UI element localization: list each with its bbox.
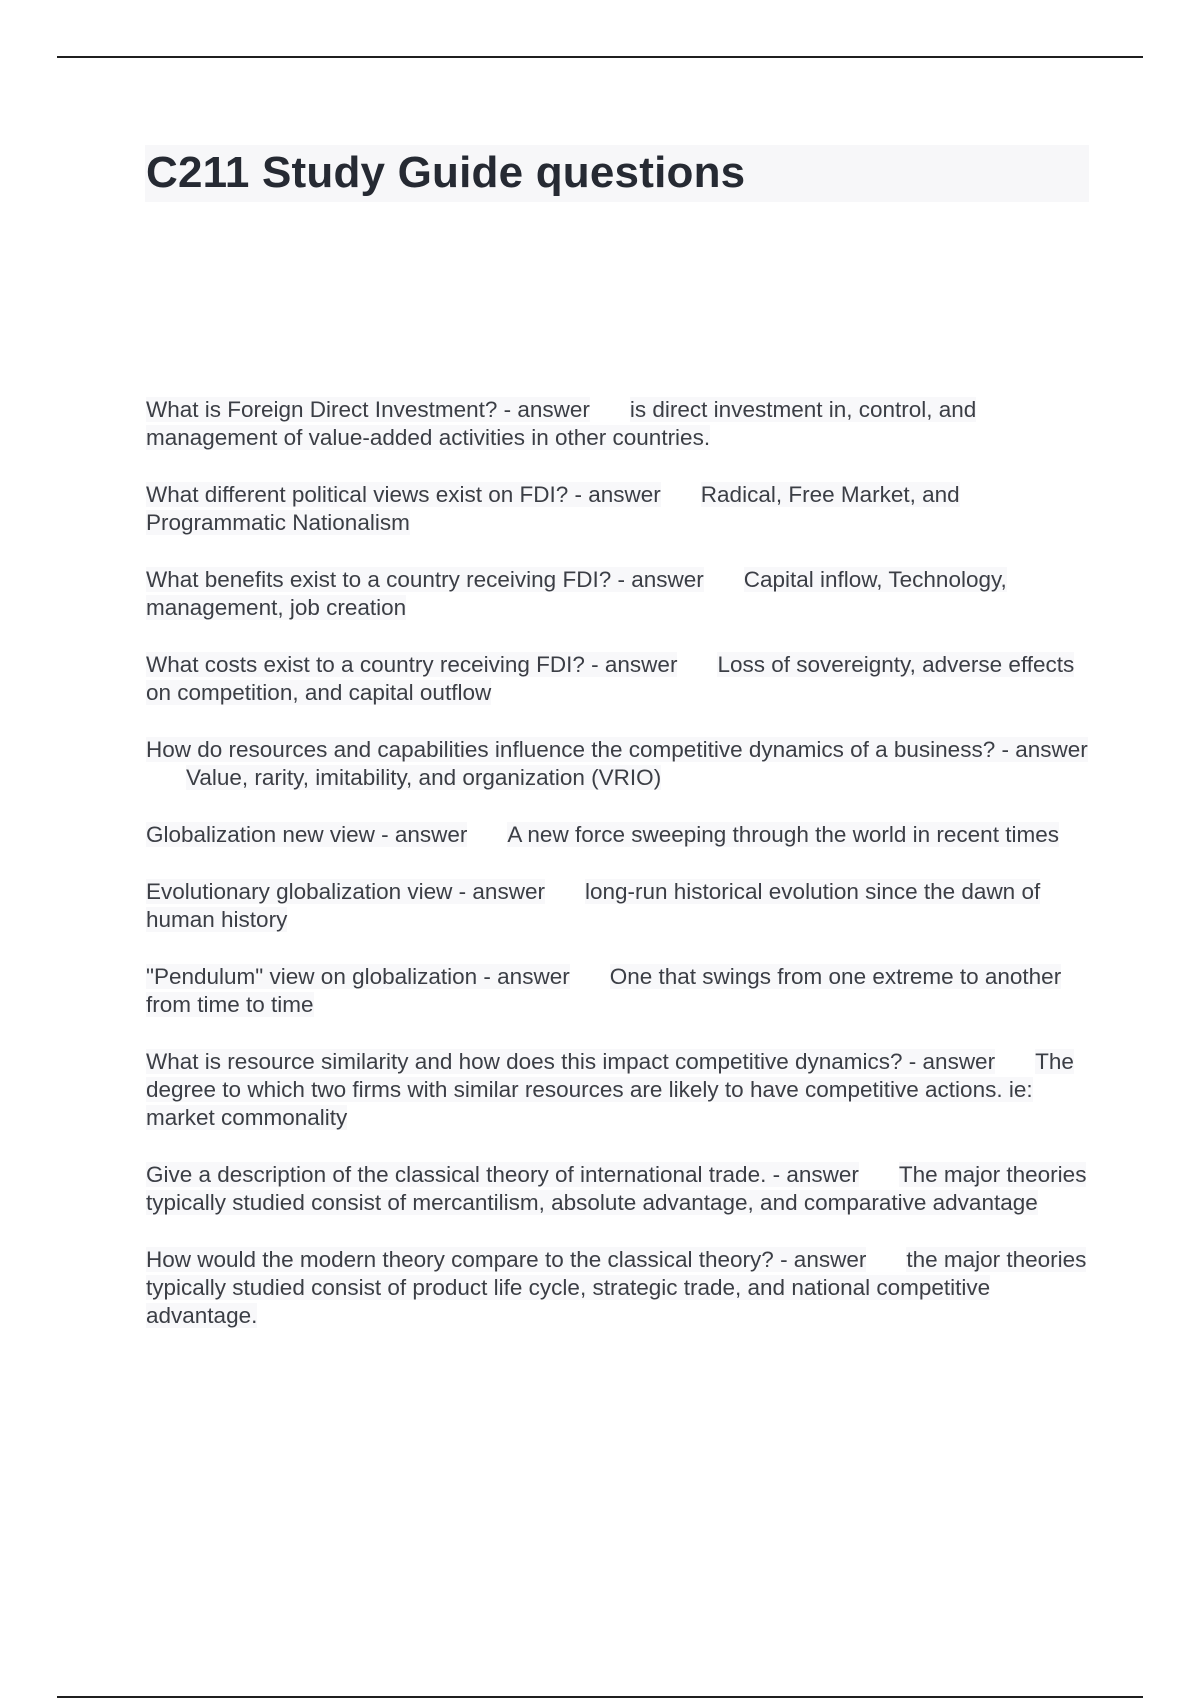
qa-item	[146, 565, 1090, 623]
qa-item	[146, 877, 1090, 935]
qa-item	[146, 480, 1090, 538]
qa-list	[146, 395, 1090, 1358]
answer-text: long-run historical evolution since the dawn of human history	[146, 879, 1041, 932]
question-text: What benefits exist to a country receiving FDI? - answer	[146, 567, 704, 592]
qa-item	[146, 962, 1090, 1020]
answer-text: Capital inflow, Technology, management, job creation	[146, 567, 1007, 620]
question-text: What is Foreign Direct Investment? - answer	[146, 397, 590, 422]
qa-item	[146, 820, 1090, 850]
qa-item	[146, 650, 1090, 708]
question-text: How do resources and capabilities influence the competitive dynamics of a business? - answer	[146, 737, 1088, 762]
qa-item	[146, 1160, 1090, 1218]
question-text: Globalization new view - answer	[146, 822, 468, 847]
qa-item	[146, 735, 1090, 793]
question-text: What is resource similarity and how does this impact competitive dynamics? - answer	[146, 1049, 996, 1074]
answer-text: Value, rarity, imitability, and organization (VRIO)	[186, 765, 662, 790]
bottom-rule	[57, 1696, 1143, 1698]
qa-item	[146, 1047, 1090, 1133]
answer-text: is direct investment in, control, and management of value-added activities in other countries.	[146, 397, 977, 450]
question-text: Give a description of the classical theory of international trade. - answer	[146, 1162, 859, 1187]
question-text: How would the modern theory compare to the classical theory? - answer	[146, 1247, 867, 1272]
answer-text: The major theories typically studied consist of mercantilism, absolute advantage, and comparative advantage	[146, 1162, 1087, 1215]
answer-text: Radical, Free Market, and Programmatic Nationalism	[146, 482, 960, 535]
answer-text: One that swings from one extreme to another from time to time	[146, 964, 1062, 1017]
question-text: What different political views exist on FDI? - answer	[146, 482, 661, 507]
qa-item	[146, 395, 1090, 453]
answer-text: The degree to which two firms with similar resources are likely to have competitive actions. ie: market commonality	[146, 1049, 1074, 1130]
question-text: "Pendulum" view on globalization - answer	[146, 964, 570, 989]
answer-text: the major theories typically studied consist of product life cycle, strategic trade, and national competitive advantage.	[146, 1247, 1087, 1328]
question-text: What costs exist to a country receiving FDI? - answer	[146, 652, 678, 677]
question-text: Evolutionary globalization view - answer	[146, 879, 545, 904]
answer-text: A new force sweeping through the world in recent times	[507, 822, 1059, 847]
page-title: C211 Study Guide questions	[146, 148, 746, 197]
qa-item	[146, 1245, 1090, 1331]
top-rule	[57, 56, 1143, 58]
answer-text: Loss of sovereignty, adverse effects on competition, and capital outflow	[146, 652, 1075, 705]
